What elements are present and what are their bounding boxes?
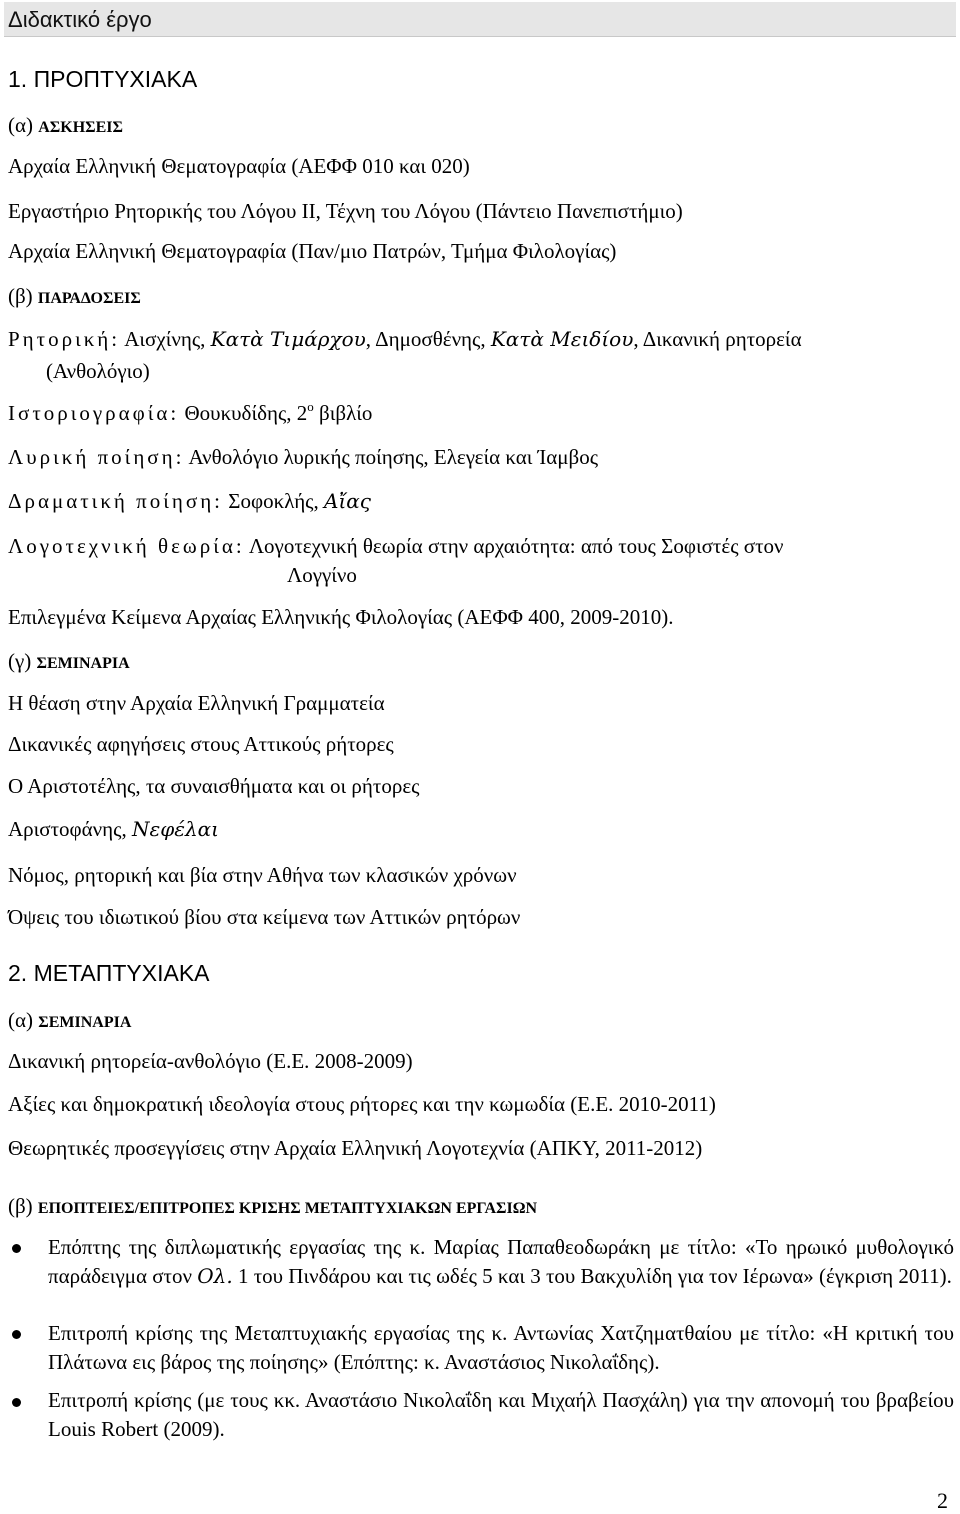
rhetoric-line-cont: (Ανθολόγιο): [46, 359, 150, 383]
selected-texts-line: Επιλεγμένα Κείμενα Αρχαίας Ελληνικής Φιλολογίας (ΑΕΦΦ 400, 2009-2010).: [8, 605, 674, 629]
graduate-seminar-item: Αξίες και δημοκρατική ιδεολογία στους ρήτορες και την κωμωδία (Ε.Ε. 2010-2011): [8, 1092, 716, 1116]
section1-title: 1. ΠΡΟΠΤΥΧΙΑΚΑ: [8, 66, 198, 92]
seminar-item: Ο Αριστοτέλης, τα συναισθήματα και οι ρήτορες: [8, 774, 420, 798]
supervision-item: Επόπτης της διπλωματικής εργασίας της κ. Μαρίας Παπαθεοδωράκη με τίτλο: «Το ηρωικό μυθολογικό παράδειγμα στον Ολ. 1 του Πινδάρου και τις ωδές 5 και 3 του Βακχυλίδη για τον Ιέρωνα» (έγκριση 2011).: [48, 1235, 954, 1288]
seminar-item: Αριστοφάνης, Νεφέλαι: [8, 817, 219, 841]
bullet-icon: [12, 1330, 21, 1339]
page-number: 2: [937, 1488, 948, 1513]
supervision-item: Επιτροπή κρίσης (με τους κκ. Αναστάσιο Νικολαΐδη και Μιχαήλ Πασχάλη) για την απονομή του βραβείου Louis Robert (2009).: [48, 1388, 954, 1441]
seminar-item: Η θέαση στην Αρχαία Ελληνική Γραμματεία: [8, 691, 385, 715]
subsection-b-heading: (β) ΠΑΡΑΔΟΣΕΙΣ: [8, 284, 141, 308]
subsection-2a-heading: (α) ΣΕΜΙΝΑΡΙΑ: [8, 1008, 132, 1032]
seminar-item: Δικανικές αφηγήσεις στους Αττικούς ρήτορες: [8, 732, 394, 756]
exercise-item: Αρχαία Ελληνική Θεματογραφία (ΑΕΦΦ 010 και 020): [8, 154, 470, 178]
subsection-c-heading: (γ) ΣΕΜΙΝΑΡΙΑ: [8, 649, 130, 673]
graduate-seminar-item: Θεωρητικές προσεγγίσεις στην Αρχαία Ελληνική Λογοτεχνία (ΑΠΚΥ, 2011-2012): [8, 1136, 703, 1160]
theory-line: Λογοτεχνική θεωρία: Λογοτεχνική θεωρία στην αρχαιότητα: από τους Σοφιστές στον: [8, 534, 784, 558]
exercise-item: Εργαστήριο Ρητορικής του Λόγου ΙΙ, Τέχνη του Λόγου (Πάντειο Πανεπιστήμιο): [8, 199, 683, 223]
lyric-line: Λυρική ποίηση: Ανθολόγιο λυρικής ποίησης, Ελεγεία και Ίαμβος: [8, 445, 599, 469]
bullet-icon: [12, 1398, 21, 1407]
exercise-item: Αρχαία Ελληνική Θεματογραφία (Παν/μιο Πατρών, Τμήμα Φιλολογίας): [8, 239, 617, 263]
subsection-a-heading: (α) ΑΣΚΗΣΕΙΣ: [8, 113, 123, 137]
section2-title: 2. ΜΕΤΑΠΤΥΧΙΑΚΑ: [8, 960, 210, 986]
section-header: [4, 2, 956, 37]
bullet-icon: [12, 1244, 21, 1253]
drama-line: Δραματική ποίηση: Σοφοκλής, Αἴας: [8, 489, 372, 513]
section-header-title: Διδακτικό έργο: [8, 7, 152, 32]
historiography-line: Ιστοριογραφία: Θουκυδίδης, $2^o$ βιβλίο: [8, 399, 373, 425]
subsection-2b-heading: (β) ΕΠΟΠΤΕΙΕΣ/ΕΠΙΤΡΟΠΕΣ ΚΡΙΣΗΣ ΜΕΤΑΠΤΥΧΙΑΚΩΝ ΕΡΓΑΣΙΩΝ: [8, 1194, 538, 1218]
seminar-item: Νόμος, ρητορική και βία στην Αθήνα των κλασικών χρόνων: [8, 863, 517, 887]
graduate-seminar-item: Δικανική ρητορεία-ανθολόγιο (Ε.Ε. 2008-2009): [8, 1049, 413, 1073]
supervision-item: Επιτροπή κρίσης της Μεταπτυχιακής εργασίας της κ. Αντωνίας Χατζηματθαίου με τίτλο: «Η κριτική του Πλάτωνα εις βάρος της ποίησης» (Επόπτης: κ. Αναστάσιος Νικολαΐδης).: [48, 1321, 954, 1374]
rhetoric-line: Ρητορική: Αισχίνης, Κατὰ Τιμάρχου, Δημοσθένης, Κατὰ Μειδίου, Δικανική ρητορεία: [8, 327, 802, 351]
seminar-item: Όψεις του ιδιωτικού βίου στα κείμενα των Αττικών ρητόρων: [8, 905, 521, 929]
theory-line-cont: Λογγίνο: [287, 563, 357, 587]
